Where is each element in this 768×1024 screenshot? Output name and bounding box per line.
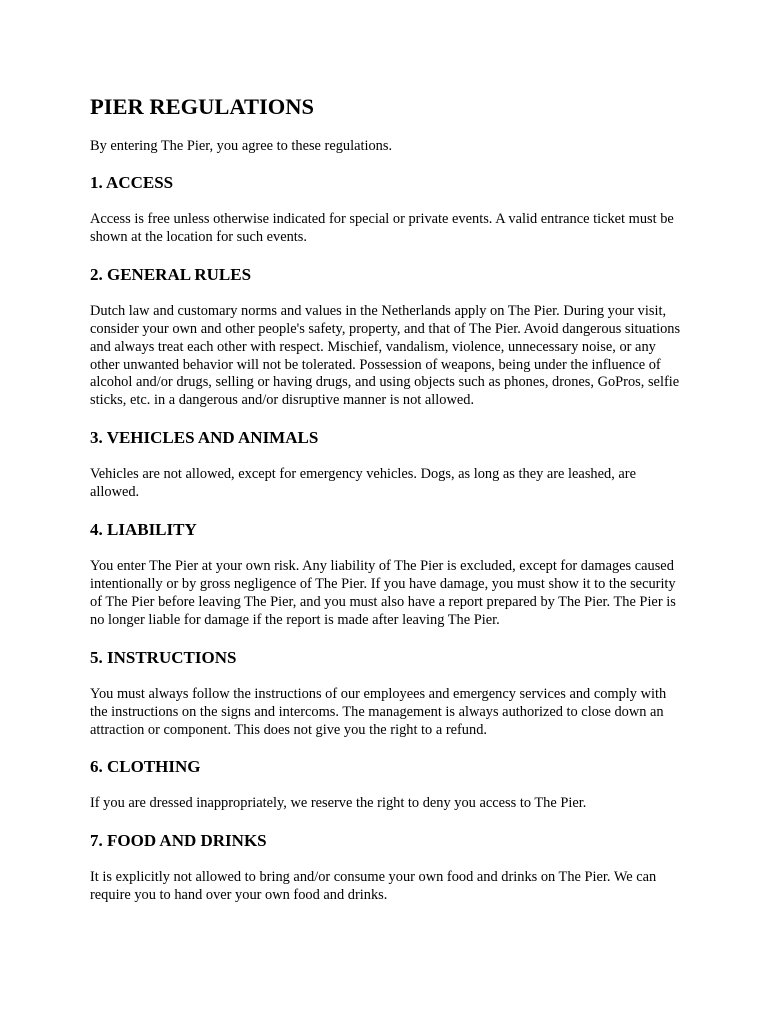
section-vehicles-and-animals	[90, 428, 682, 502]
section-heading: 3. VEHICLES AND ANIMALS	[90, 428, 319, 448]
intro-paragraph: By entering The Pier, you agree to these regulations.	[90, 138, 393, 154]
section-access	[90, 173, 682, 247]
section-food-and-drinks	[90, 831, 682, 905]
section-clothing	[90, 757, 682, 813]
section-body: You enter The Pier at your own risk. Any liability of The Pier is excluded, except for damages caused intentionally or by gross negligence of The Pier. If you have damage, you must show it to the security of The Pier before leaving The Pier, and you must also have a report prepared by The Pier. The Pier is no longer liable for damage if the report is made after leaving The Pier.	[90, 558, 676, 628]
section-heading: 2. GENERAL RULES	[90, 264, 252, 284]
section-heading: 4. LIABILITY	[90, 520, 197, 540]
section-body: Access is free unless otherwise indicated for special or private events. A valid entrance ticket must be shown at the location for such events.	[90, 211, 674, 245]
section-body: If you are dressed inappropriately, we reserve the right to deny you access to The Pier.	[90, 795, 587, 812]
section-body: You must always follow the instructions of our employees and emergency services and comply with the instructions on the signs and intercoms. The management is always authorized to close down an attraction or component. This does not give you the right to a refund.	[90, 685, 667, 738]
section-heading: 5. INSTRUCTIONS	[90, 647, 237, 667]
section-heading: 7. FOOD AND DRINKS	[90, 831, 267, 851]
document-page	[90, 93, 682, 923]
section-body: It is explicitly not allowed to bring and/or consume your own food and drinks on The Pier. We can require you to hand over your own food and drinks.	[90, 869, 657, 904]
section-liability	[90, 520, 682, 630]
section-heading: 1. ACCESS	[90, 173, 174, 192]
section-instructions	[90, 648, 682, 740]
page-title: PIER REGULATIONS	[90, 94, 315, 119]
section-body: Vehicles are not allowed, except for emergency vehicles. Dogs, as long as they are leashed, are allowed.	[90, 466, 636, 501]
section-general-rules	[90, 265, 682, 410]
section-heading: 6. CLOTHING	[90, 757, 201, 777]
section-body: Dutch law and customary norms and values in the Netherlands apply on The Pier. During your visit, consider your own and other people's safety, property, and that of The Pier. Avoid dangerous situations and always treat each other with respect. Mischief, vandalism, violence, unnecessary noise, or any other unwanted behavior will not be tolerated. Possession of weapons, being under the influence of alcohol and/or drugs, selling or having drugs, and using objects such as phones, drones, GoPros, selfie sticks, etc. in a dangerous and/or disruptive manner is not allowed.	[90, 302, 681, 409]
